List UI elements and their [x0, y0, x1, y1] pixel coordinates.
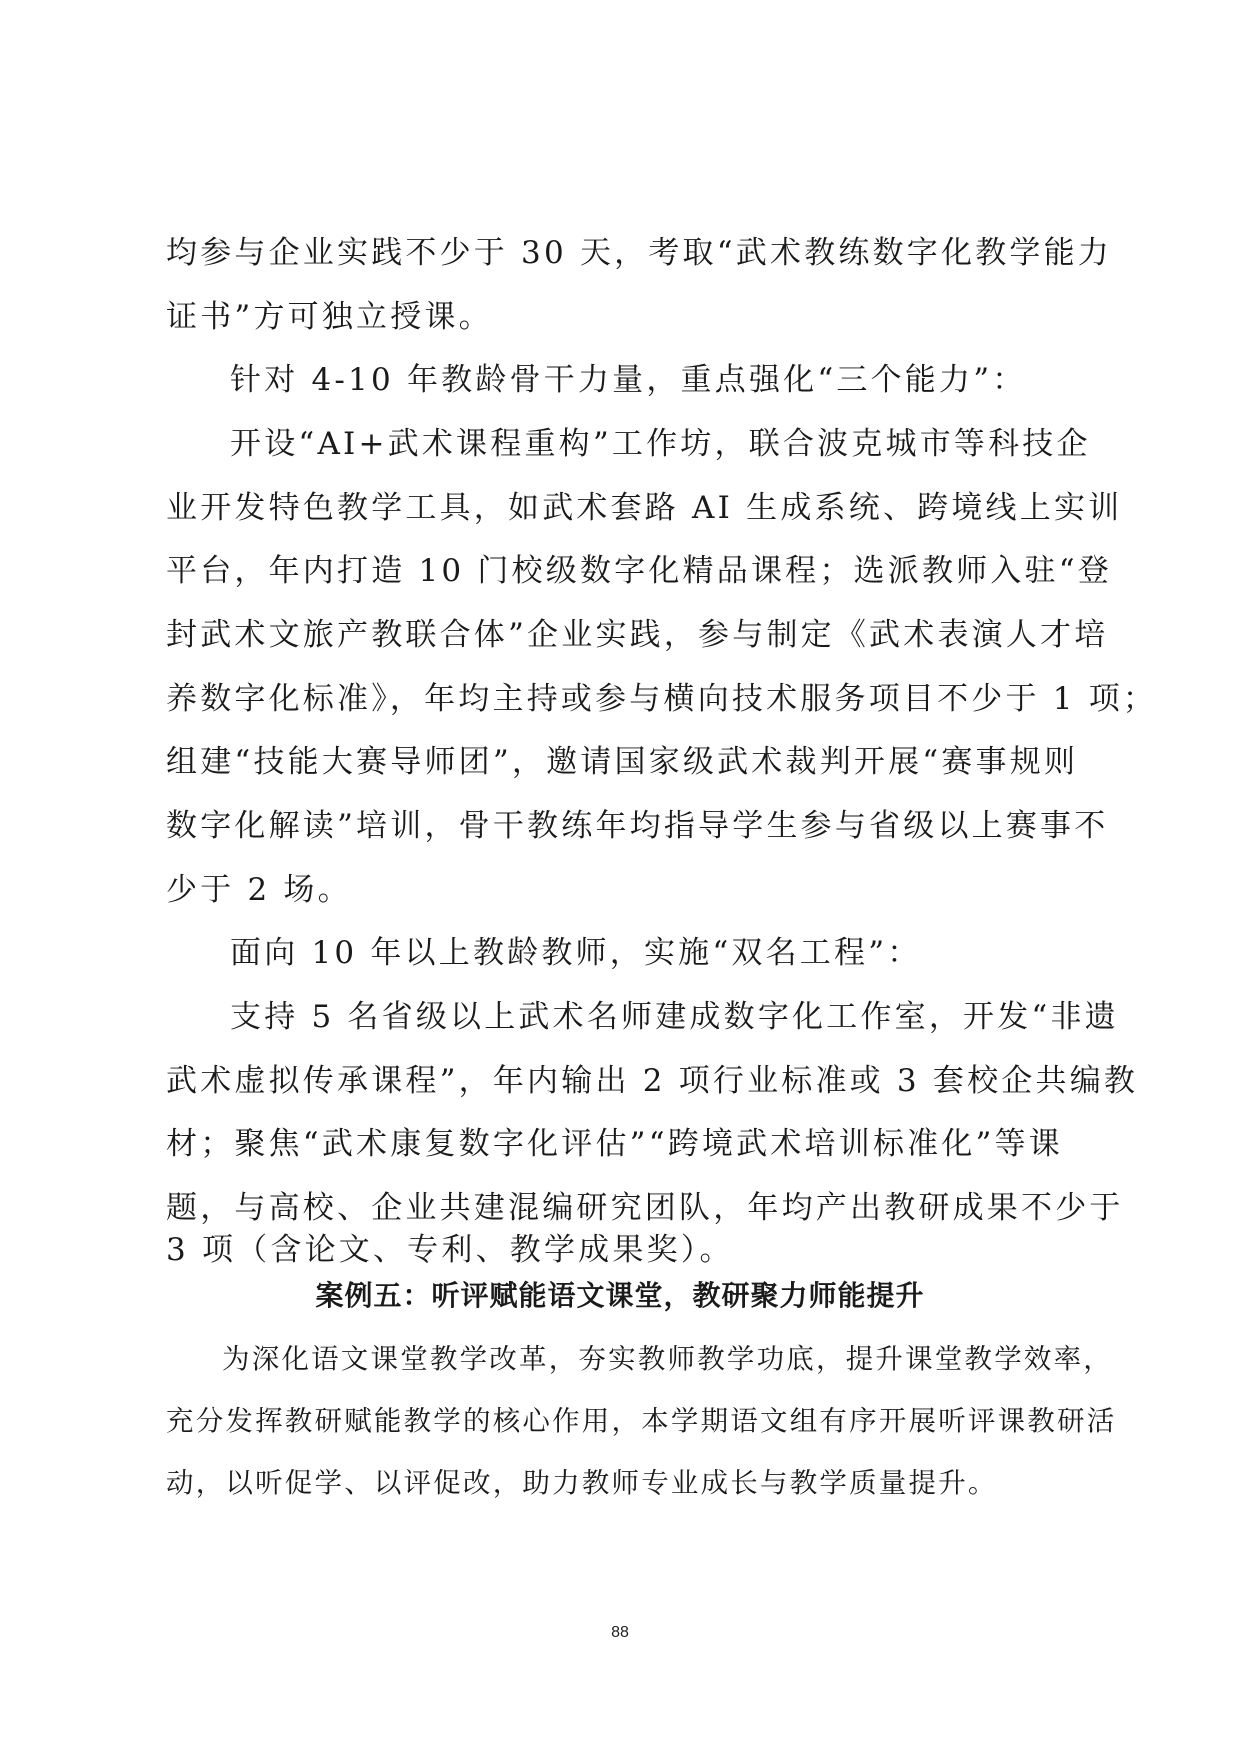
text-line: 证书”方可独立授课。: [166, 299, 493, 335]
text-line: 业开发特色教学工具，如武术套路 AI 生成系统、跨境线上实训: [166, 490, 1123, 526]
text-line: 平台，年内打造 10 门校级数字化精品课程；选派教师入驻“登: [166, 553, 1112, 589]
text-line: 题，与高校、企业共建混编研究团队，年均产出教研成果不少于: [166, 1190, 1124, 1226]
text-line: 材；聚焦“武术康复数字化评估”“跨境武术培训标准化”等课: [166, 1126, 1063, 1162]
text-line: 开设“AI+武术课程重构”工作坊，联合波克城市等科技企: [230, 426, 1091, 462]
text-line: 充分发挥教研赋能教学的核心作用，本学期语文组有序开展听评课教研活: [166, 1405, 1117, 1437]
text-line: 组建“技能大赛导师团”，邀请国家级武术裁判开展“赛事规则: [166, 744, 1079, 780]
page-number: 88: [611, 1624, 629, 1641]
text-line: 支持 5 名省级以上武术名师建成数字化工作室，开发“非遗: [230, 999, 1119, 1035]
text-line: 少于 2 场。: [166, 872, 352, 908]
text-line: 3 项（含论文、专利、教学成果奖）。: [166, 1232, 734, 1268]
text-line: 针对 4-10 年教龄骨干力量，重点强化“三个能力”：: [230, 362, 1027, 398]
text-line: 动，以听促学、以评促改，助力教师专业成长与教学质量提升。: [166, 1467, 998, 1499]
text-line: 武术虚拟传承课程”，年内输出 2 项行业标准或 3 套校企共编教: [166, 1063, 1139, 1099]
text-line: 养数字化标准》，年均主持或参与横向技术服务项目不少于 1 项；: [166, 681, 1158, 717]
text-line: 面向 10 年以上教龄教师，实施“双名工程”：: [230, 935, 922, 971]
text-line: 数字化解读”培训，骨干教练年均指导学生参与省级以上赛事不: [166, 808, 1109, 844]
case-heading: 案例五：听评赋能语文课堂，教研聚力师能提升: [315, 1279, 925, 1312]
text-line: 封武术文旅产教联合体”企业实践，参与制定《武术表演人才培: [166, 617, 1109, 653]
text-line: 为深化语文课堂教学改革，夯实教师教学功底，提升课堂教学效率，: [222, 1343, 1113, 1375]
text-line: 均参与企业实践不少于 30 天，考取“武术教练数字化教学能力: [166, 235, 1112, 271]
